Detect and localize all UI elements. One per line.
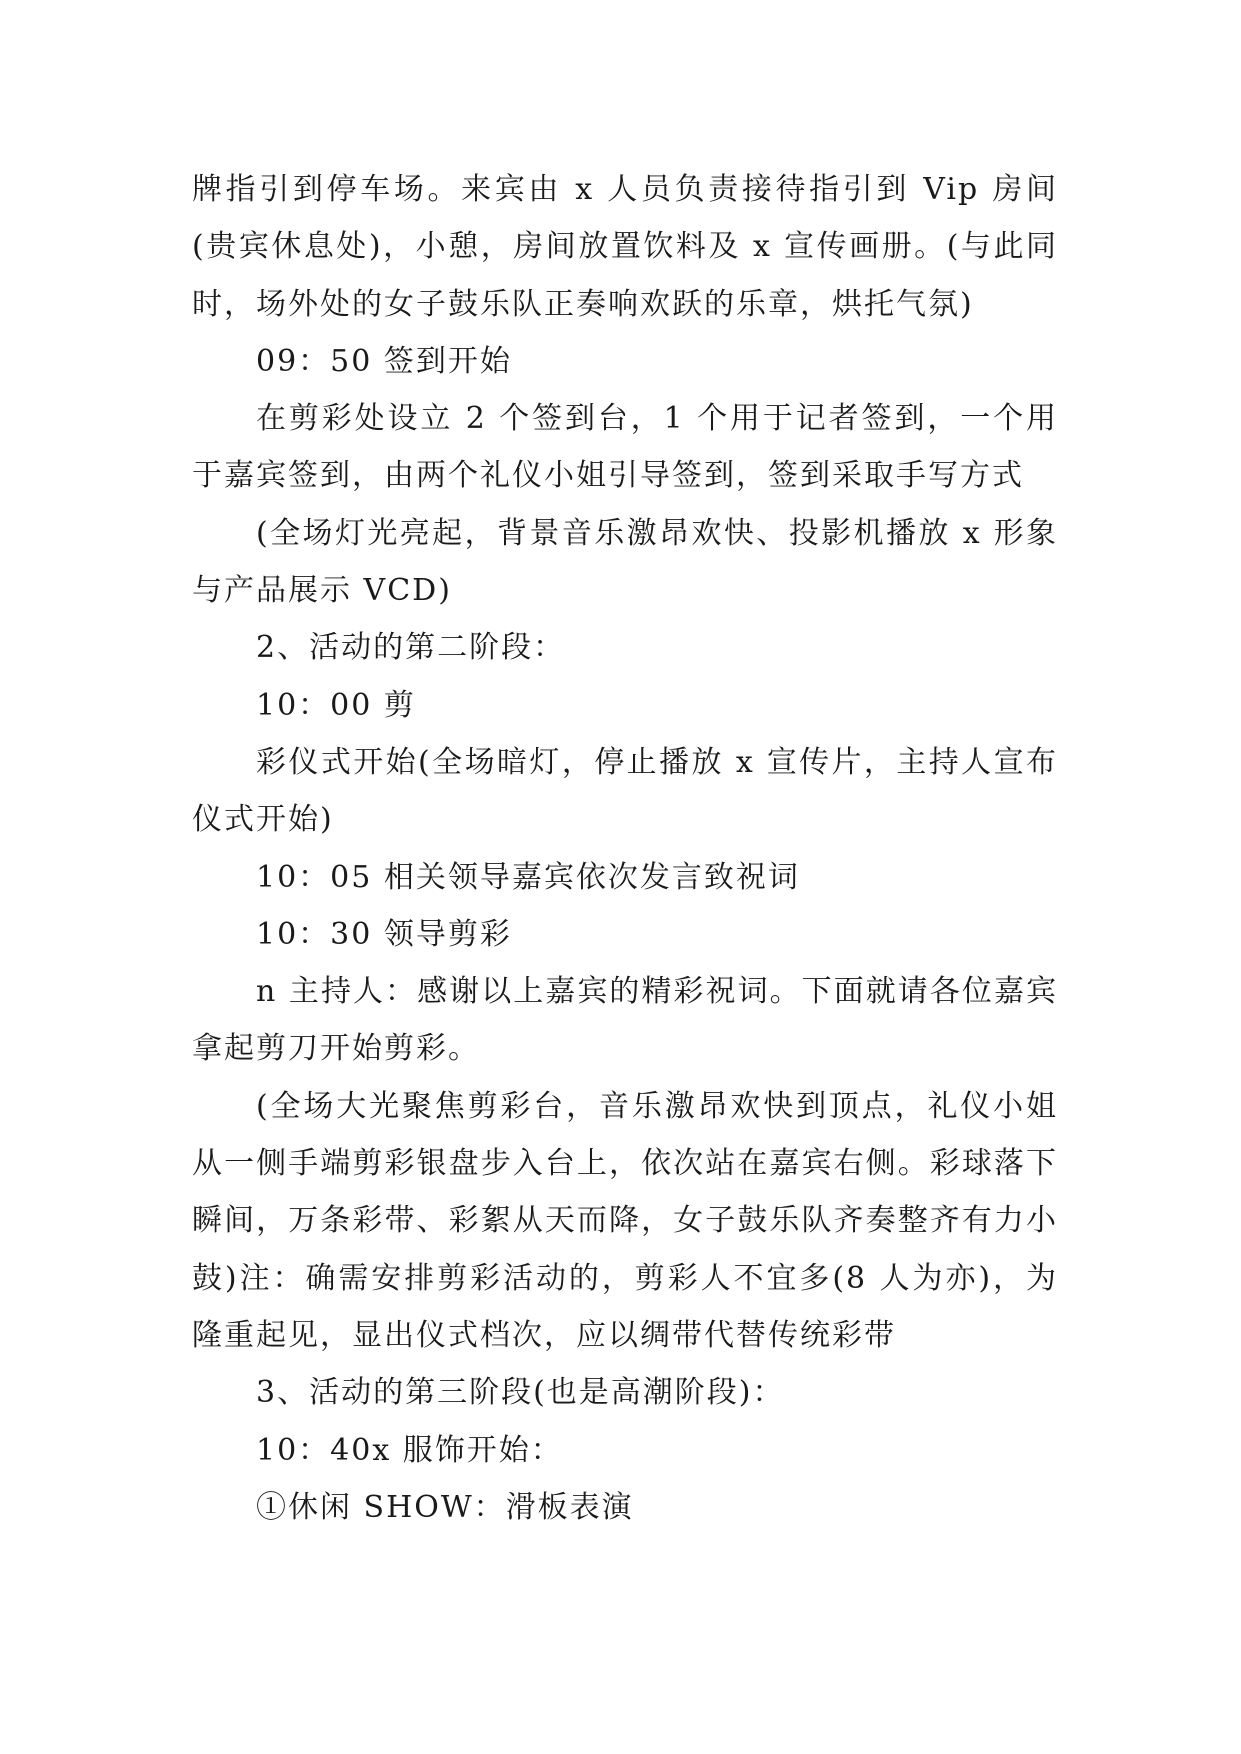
heading-stage-three: 3、活动的第三阶段(也是高潮阶段)：	[256, 1375, 785, 1411]
document-body	[192, 161, 1058, 1536]
heading-stage-two: 2、活动的第二阶段：	[256, 630, 566, 666]
paragraph-ceremony-detail: (全场大光聚焦剪彩台，音乐激昂欢快到顶点，礼仪小姐从一侧手端剪彩银盘步入台上，依次站在嘉宾右侧。彩球落下瞬间，万条彩带、彩絮从天而降，女子鼓乐队齐奏整齐有力小鼓)注：确需安排剪彩活动的，剪彩人不宜多(8 人为亦)，为隆重起见，显出仪式档次，应以绸带代替传统彩带	[192, 1088, 1058, 1353]
paragraph-ribbon-cutting: 10：30 领导剪彩	[256, 916, 512, 952]
paragraph-host-speech: n 主持人：感谢以上嘉宾的精彩祝词。下面就请各位嘉宾拿起剪刀开始剪彩。	[192, 974, 1058, 1067]
paragraph-ceremony-start: 彩仪式开始(全场暗灯，停止播放 x 宣传片，主持人宣布仪式开始)	[192, 744, 1058, 838]
paragraph-ribbon-time: 10：00 剪	[256, 687, 416, 723]
paragraph-signin-time: 09：50 签到开始	[256, 343, 512, 379]
paragraph-speeches: 10：05 相关领导嘉宾依次发言致祝词	[256, 859, 800, 895]
paragraph-continuation: 牌指引到停车场。来宾由 x 人员负责接待指引到 Vip 房间(贵宾休息处)，小憩，房间放置饮料及 x 宣传画册。(与此同时，场外处的女子鼓乐队正奏响欢跃的乐章，烘托气氛)	[192, 172, 1058, 322]
paragraph-lighting-note: (全场灯光亮起，背景音乐激昂欢快、投影机播放 x 形象与产品展示 VCD)	[192, 515, 1058, 609]
paragraph-skateboard-show: ①休闲 SHOW：滑板表演	[256, 1489, 634, 1525]
paragraph-fashion-start: 10：40x 服饰开始：	[256, 1432, 563, 1468]
paragraph-signin-desk: 在剪彩处设立 2 个签到台，1 个用于记者签到，一个用于嘉宾签到，由两个礼仪小姐引导签到，签到采取手写方式	[192, 401, 1058, 494]
